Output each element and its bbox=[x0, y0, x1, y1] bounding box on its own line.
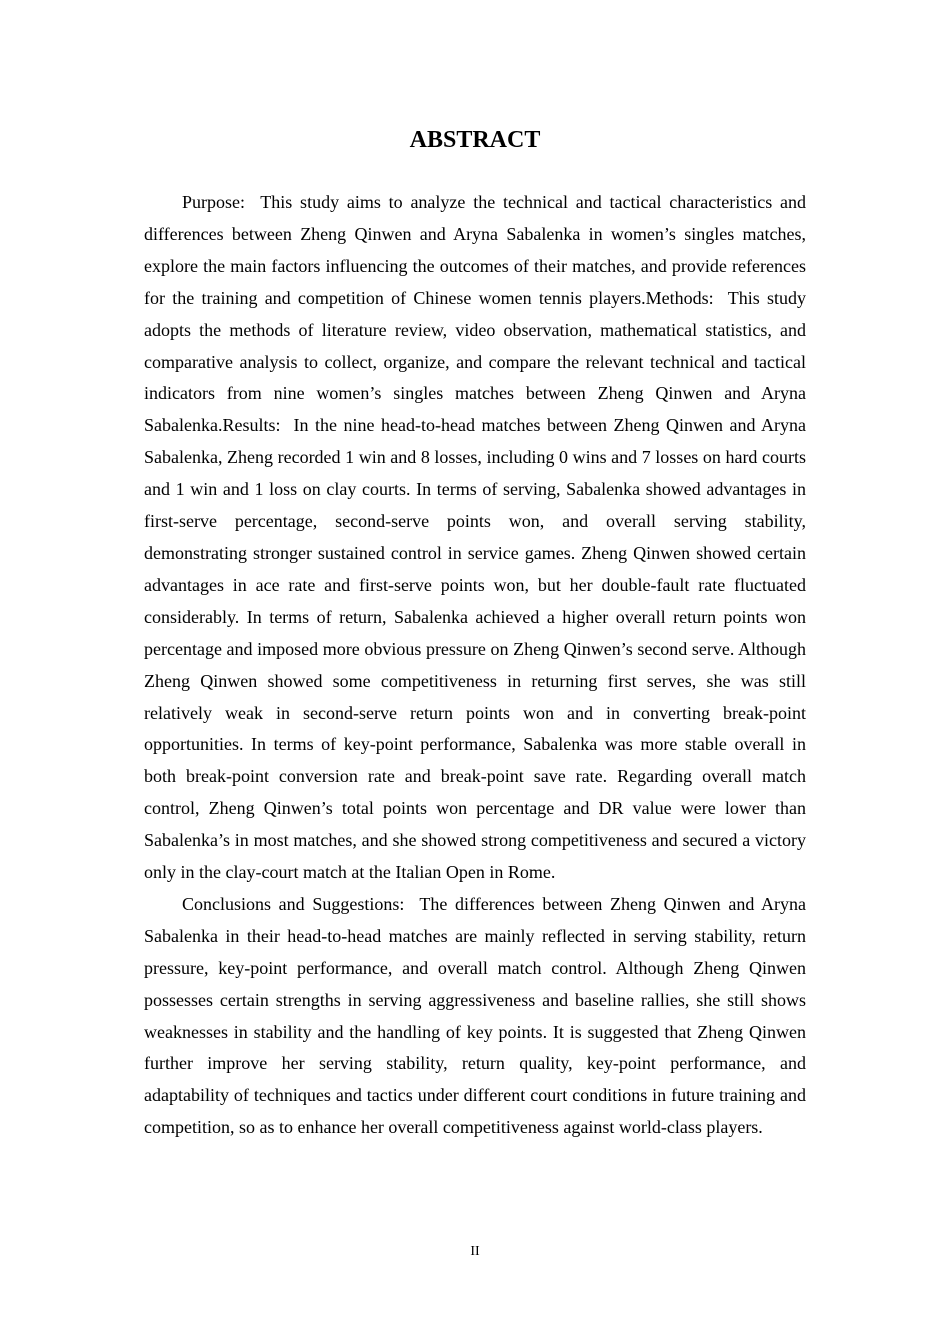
abstract-paragraph-conclusions: Conclusions and Suggestions: The differences between Zheng Qinwen and Aryna Sabalenka in their head-to-head matches are mainly reflected in serving stability, return pressure, key-point performance, and overall match control. Although Zheng Qinwen possesses certain strengths in serving aggressiveness and baseline rallies, she still shows weaknesses in stability and the handling of key points. It is suggested that Zheng Qinwen further improve her serving stability, return quality, key-point performance, and adaptability of techniques and tactics under different court conditions in future training and competition, so as to enhance her overall competitiveness against world-class players. bbox=[144, 893, 811, 1138]
abstract-paragraph-results: Purpose: This study aims to analyze the technical and tactical characteristics and differences between Zheng Qinwen and Aryna Sabalenka in women’s singles matches, explore the main factors influencing the outcomes of their matches, and provide references for the training and competition of Chinese women tennis players.Methods: This study adopts the methods of literature review, video observation, mathematical statistics, and comparative analysis to collect, organize, and compare the relevant technical and tactical indicators from nine women’s singles matches between Zheng Qinwen and Aryna Sabalenka.Results: In the nine head-to-head matches between Zheng Qinwen and Aryna Sabalenka, Zheng recorded 1 win and 8 losses, including 0 wins and 7 losses on hard courts and 1 win and 1 loss on clay courts. In terms of serving, Sabalenka showed advantages in first-serve percentage, second-serve points won, and overall serving stability, demonstrating stronger sustained control in service games. Zheng Qinwen showed certain advantages in ace rate and first-serve points won, but her double-fault rate fluctuated considerably. In terms of return, Sabalenka achieved a higher overall return points won percentage and imposed more obvious pressure on Zheng Qinwen’s second serve. Although Zheng Qinwen showed some competitiveness in returning first serves, she was still relatively weak in second-serve return points won and in converting break-point opportunities. In terms of key-point performance, Sabalenka was more stable overall in both break-point conversion rate and break-point save rate. Regarding overall match control, Zheng Qinwen’s total points won percentage and DR value were lower than Sabalenka’s in most matches, and she showed strong competitiveness and secured a victory only in the clay-court match at the Italian Open in Rome. bbox=[144, 192, 811, 883]
abstract-body bbox=[144, 187, 811, 1144]
abstract-title: ABSTRACT bbox=[409, 127, 541, 153]
page-number: II bbox=[470, 1244, 480, 1259]
